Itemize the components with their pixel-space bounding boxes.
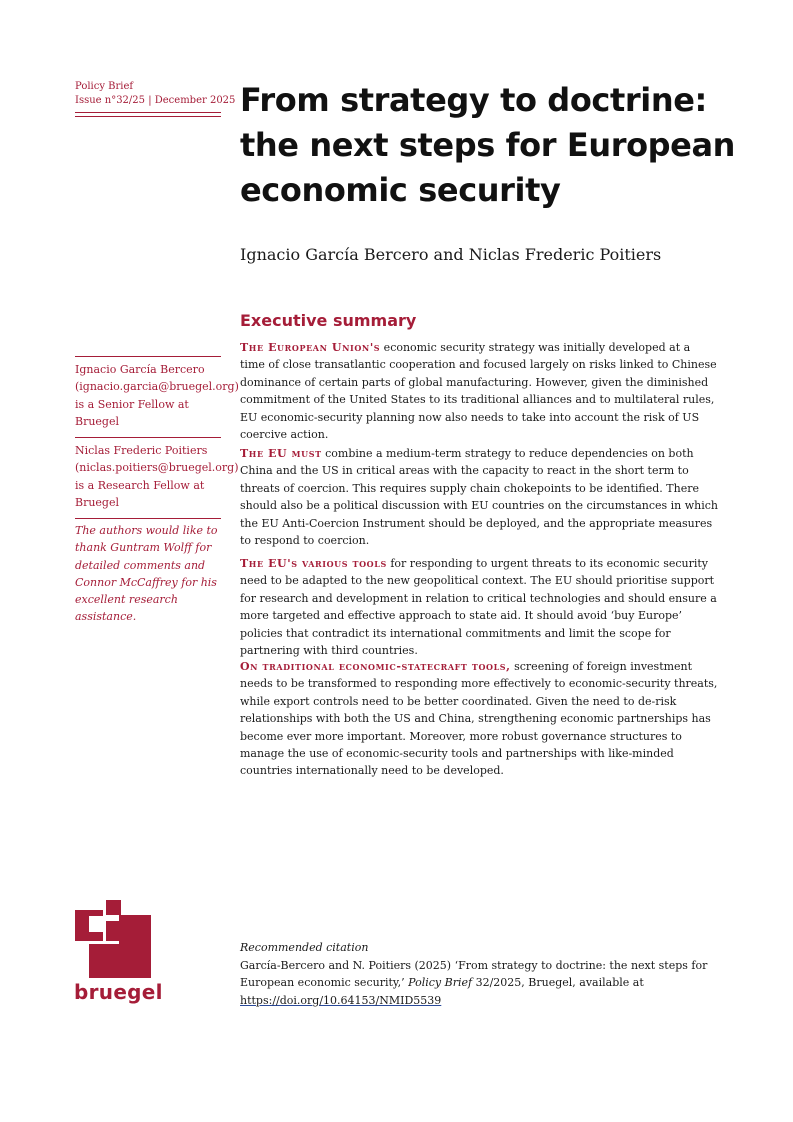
paragraph-lead: The European Union's xyxy=(240,341,381,354)
executive-summary-heading: Executive summary xyxy=(240,311,417,330)
paragraph-text: for responding to urgent threats to its economic security need to be adapted to the new geopolitical context. The EU should prioritise support for research and development in relation to critical technologies and should ensure a more targeted and effective approach to state aid. It should avoid ‘buy Europe’ policies that contradict its international commitments and limit the scope for partnering with third countries. xyxy=(240,557,717,658)
paragraph-lead: On traditional economic-statecraft tools, xyxy=(240,660,511,673)
citation-heading: Recommended citation xyxy=(240,941,369,954)
citation-doi-link[interactable]: https://doi.org/10.64153/NMID5539 xyxy=(240,993,442,1007)
summary-paragraph-1 xyxy=(240,339,718,443)
summary-paragraph-4 xyxy=(240,658,718,780)
bruegel-logo-icon xyxy=(75,900,155,980)
header-rule-bottom xyxy=(75,116,221,117)
publication-type: Policy Brief xyxy=(75,81,134,92)
summary-paragraph-3 xyxy=(240,555,718,659)
citation-journal: Policy Brief xyxy=(408,976,473,990)
author-bio-1: Ignacio García Bercero (ignacio.garcia@bruegel.org) is a Senior Fellow at Bruegel xyxy=(75,363,239,428)
paragraph-text: screening of foreign investment needs to be transformed to responding more effectively to economic-security threats, while export controls need to be better coordinated. Given the need to de-risk relationships with both the US and China, strengthening economic partnerships has become ever more important. Moreover, more robust governance structures to manage the use of economic-security tools and partnerships with like-minded countries internationally need to be developed. xyxy=(240,660,718,778)
paragraph-text: economic security strategy was initially developed at a time of close transatlantic cooperation and focused largely on risks linked to Chinese dominance of certain parts of global manufacturing. However, given the diminished commitment of the United States to its traditional alliances and to multilateral rules, EU economic-security planning now also needs to take into account the risk of US coercive action. xyxy=(240,341,717,442)
header-rule-top xyxy=(75,112,221,113)
citation-text xyxy=(240,957,718,1009)
paragraph-lead: The EU's various tools xyxy=(240,557,387,570)
authors-line: Ignacio García Bercero and Niclas Frederic Poitiers xyxy=(240,245,662,264)
summary-paragraph-2 xyxy=(240,445,718,549)
issue-info: Issue n°32/25 | December 2025 xyxy=(75,95,236,106)
page-title: From strategy to doctrine: the next steps for European economic security xyxy=(240,81,736,209)
bio-divider-2 xyxy=(75,437,221,438)
acknowledgement: The authors would like to thank Guntram Wolff for detailed comments and Connor McCaffrey for his excellent research assistance. xyxy=(75,524,218,624)
paragraph-lead: The EU must xyxy=(240,447,322,460)
citation-text-before: García-Bercero and N. Poitiers (2025) ‘From strategy to doctrine: the next steps for European economic security,’ xyxy=(240,959,708,990)
citation-text-after: 32/2025, Bruegel, available at xyxy=(472,976,644,990)
bio-divider-3 xyxy=(75,518,221,519)
author-bio-2: Niclas Frederic Poitiers (niclas.poitiers@bruegel.org) is a Research Fellow at Bruegel xyxy=(75,444,239,509)
paragraph-text: combine a medium-term strategy to reduce dependencies on both China and the US in critical areas with the capacity to react in the short term to threats of coercion. This requires supply chain chokepoints to be identified. There should also be a political discussion with EU countries on the circumstances in which the EU Anti-Coercion Instrument should be deployed, and the appropriate measures to respond to coercion. xyxy=(240,447,719,548)
bio-divider-1 xyxy=(75,356,221,357)
bruegel-wordmark: bruegel xyxy=(74,980,163,1004)
